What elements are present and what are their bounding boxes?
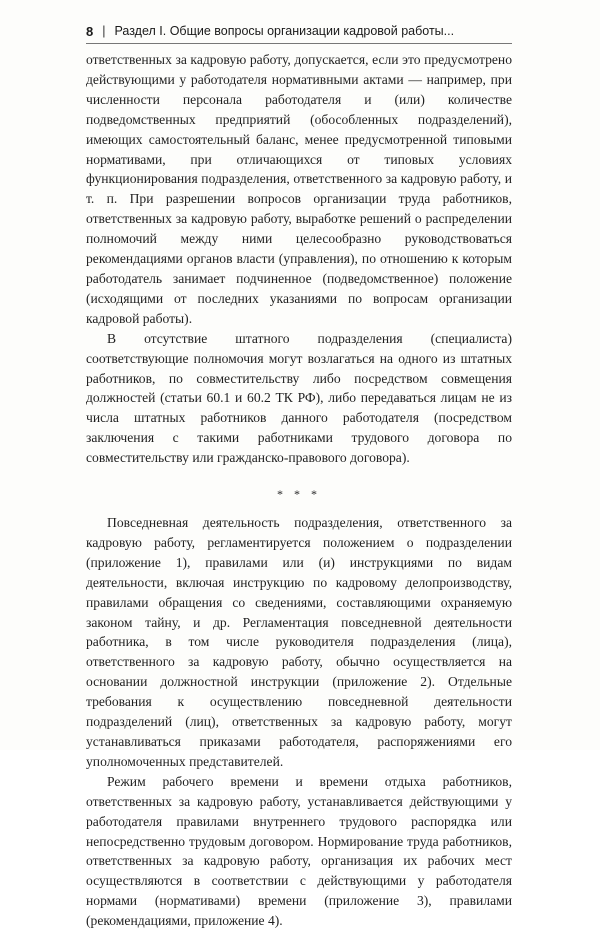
paragraph: Повседневная деятельность подразделения, ответственного за кадровую работу, регламентируется положением о подразделении (приложение 1), правилами или (и) инструкциями по видам деятельности, включая инструкцию по кадровому делопроизводству, правилами обращения со сведениями, составляющими охраняемую законом тайну, и др. Регламентация повседневной деятельности работника, в том числе руководителя подразделения (лица), ответственного за кадровую работу, обычно осуществляется на основании должностной инструкции (приложение 2). Отдельные требования к осуществлению повседневной деятельности подразделений (лиц), ответственных за кадровую работу, могут устанавливаться приказами работодателя, распоряжениями его уполномоченных представителей. xyxy=(86,515,512,769)
paragraph-continued: ответственных за кадровую работу, допускается, если это предусмотрено действующими у работодателя нормативными актами — например, при численности персонала работодателя и (или) количестве подведомственных предприятий (обособленных подразделений), имеющих самостоятельный баланс, менее предусмотренной типовыми нормативами, при отличающихся от типовых условиях функционирования подразделения, ответственного за кадровую работу, и т. п. При разрешении вопросов организации труда работников, ответственных за кадровую работу, выработке решений о распределении полномочий между ними целесообразно руководствоваться рекомендациями органов власти (управления), по отношению к которым работодатель занимает подчиненное (подведомственное) положение (исходящими от последних указаниями по вопросам организации кадровой работы). xyxy=(86,52,512,326)
running-header xyxy=(86,20,546,42)
paragraph: Режим рабочего времени и времени отдыха работников, ответственных за кадровую работу, устанавливается действующими у работодателя правилами внутреннего трудового распорядка или непосредственно трудовым договором. Нормирование труда работников, ответственных за кадровую работу, организация их рабочих мест осуществляются в соответствии с действующими у работодателя нормами (нормативами) времени (приложение 3), правилами (рекомендациями, приложение 4). xyxy=(86,773,512,929)
paragraph: В отсутствие штатного подразделения (специалиста) соответствующие полномочия могут возлагаться на одного из штатных работников, по совместительству либо посредством совмещения должностей (статьи 60.1 и 60.2 ТК РФ), либо передаваться лицам не из числа штатных работников данного работодателя (посредством заключения с такими работниками трудового договора по совместительству или гражданско-правового договора). xyxy=(86,330,512,466)
section-divider: * * * xyxy=(277,487,321,502)
header-separator: | xyxy=(102,24,106,38)
page-number: 8 xyxy=(86,23,94,39)
page-body xyxy=(86,50,512,931)
header-rule xyxy=(86,43,512,44)
running-title: Раздел I. Общие вопросы организации кадровой работы... xyxy=(114,24,455,38)
